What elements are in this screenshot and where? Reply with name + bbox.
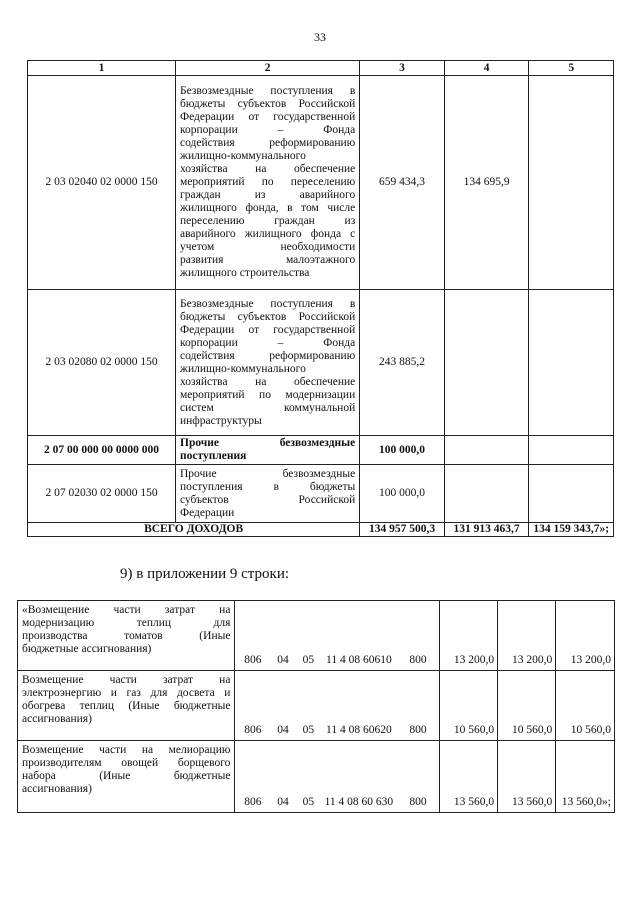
row-name-line: субъектов Российской [180,493,356,506]
row-value-v4 [444,290,529,436]
row-code-c1: 806 [235,601,270,671]
row-name-line: содействия реформированию [180,137,356,149]
row-value-v5 [529,290,614,436]
table-row [18,671,615,741]
row-name [18,741,235,813]
col-header-3: 3 [360,61,445,76]
row-name-line: набора (Иные бюджетные [22,770,231,782]
row-code-c5: 800 [397,671,440,741]
row-name-line: корпорации – Фонда [180,124,356,136]
col-header-2: 2 [176,61,360,76]
row-name-line: аварийного жилищного фонда с [180,228,356,240]
row-name [18,671,235,741]
row-value-v4 [444,465,529,523]
row-name-line: Безвозмездные поступления в [180,297,356,310]
row-amount-a2: 13 560,0 [498,741,556,813]
total-value-v4: 131 913 463,7 [444,523,529,537]
table-row [28,465,614,523]
row-code-c1: 806 [235,671,270,741]
row-name-line: жилищного строительства [180,267,310,279]
row-code-c4: 11 4 08 60 630 [321,741,397,813]
row-name-line: корпорации – Фонда [180,336,356,349]
row-name-line: Федерации [180,506,235,519]
row-code-c4: 11 4 08 60610 [321,601,397,671]
row-name-line: Федерации от государственной [180,111,356,123]
row-value-v4 [444,436,529,465]
row-code: 2 07 00 000 00 0000 000 [28,436,176,465]
row-name [176,76,360,290]
row-code-c4: 11 4 08 60620 [321,671,397,741]
row-name-line: развития малоэтажного [180,254,356,266]
row-value-v3: 100 000,0 [360,465,445,523]
row-name-line: модернизацию теплиц для [22,617,231,629]
row-name-line: Возмещение части на мелиорацию [22,744,231,756]
row-value-v3: 100 000,0 [360,436,445,465]
row-name-line: содействия реформированию [180,349,356,362]
row-name-line: производителям овощей борщевого [22,757,231,769]
table-row [28,76,614,290]
row-name-line: Федерации от государственной [180,323,356,336]
table-row [28,436,614,465]
row-value-v3: 243 885,2 [360,290,445,436]
row-name-line: мероприятий по модернизации [180,388,356,401]
row-name [18,601,235,671]
row-name-line: поступления в бюджеты [180,480,356,493]
row-name-line: производства томатов (Иные [22,630,231,642]
total-label: ВСЕГО ДОХОДОВ [28,523,360,537]
row-name-line: граждан из аварийного [180,189,356,201]
row-name [176,290,360,436]
row-amount-a3: 13 200,0 [556,601,615,671]
table-row [18,741,615,813]
row-amount-a3: 13 560,0»; [556,741,615,813]
appendix-9-table [17,600,615,813]
row-name-line: ассигнования) [22,783,92,795]
row-code: 2 03 02040 02 0000 150 [28,76,176,290]
revenue-table [27,60,614,537]
row-code: 2 07 02030 02 0000 150 [28,465,176,523]
row-name [176,465,360,523]
table-row [28,290,614,436]
row-code-c2: 04 [270,671,295,741]
row-code-c3: 05 [296,671,321,741]
row-name-line: ассигнования) [22,713,92,725]
col-header-5: 5 [529,61,614,76]
row-name-line: Возмещение части затрат на [22,674,231,686]
row-value-v3: 659 434,3 [360,76,445,290]
row-code: 2 03 02080 02 0000 150 [28,290,176,436]
row-amount-a2: 10 560,0 [498,671,556,741]
row-code-c5: 800 [397,741,440,813]
row-name-line: обогрева теплиц (Иные бюджетные [22,700,231,712]
row-name-line: бюджеты субъектов Российской [180,98,356,110]
row-name-line: жилищно-коммунального [180,362,306,375]
row-code-c2: 04 [270,601,295,671]
page-number: 33 [314,30,326,44]
row-name-line: Прочие безвозмездные [180,437,356,449]
section-heading: 9) в приложении 9 строки: [120,566,290,582]
row-name-line: инфраструктуры [180,414,262,427]
row-amount-a1: 13 560,0 [440,741,498,813]
row-name-line: «Возмещение части затрат на [22,604,231,616]
row-code-c3: 05 [296,601,321,671]
row-value-v5 [529,436,614,465]
row-name-line: мероприятий по переселению [180,176,356,188]
row-name-line: жилищно-коммунального [180,150,306,162]
row-name-line: учетом необходимости [180,241,356,253]
table-row [18,601,615,671]
row-code-c5: 800 [397,601,440,671]
row-name-line: жилищного фонда, в том числе [180,202,356,214]
col-header-1: 1 [28,61,176,76]
row-name-line: электроэнергию и газ для досвета и [22,687,231,699]
row-name-line: хозяйства на обеспечение [180,163,356,175]
row-value-v5 [529,76,614,290]
row-amount-a1: 13 200,0 [440,601,498,671]
total-value-v3: 134 957 500,3 [360,523,445,537]
row-amount-a3: 10 560,0 [556,671,615,741]
row-code-c2: 04 [270,741,295,813]
row-name [176,436,360,465]
total-row [28,523,614,537]
total-value-v5: 134 159 343,7»; [529,523,614,537]
row-name-line: переселению граждан из [180,215,356,227]
row-value-v5 [529,465,614,523]
row-amount-a1: 10 560,0 [440,671,498,741]
row-code-c3: 05 [296,741,321,813]
row-name-line: Прочие безвозмездные [180,467,356,480]
row-name-line: хозяйства на обеспечение [180,375,356,388]
row-name-line: систем коммунальной [180,401,356,414]
row-name-line: Безвозмездные поступления в [180,85,356,97]
row-name-line: бюджеты субъектов Российской [180,310,356,323]
row-value-v4: 134 695,9 [444,76,529,290]
row-code-c1: 806 [235,741,270,813]
header-row [28,61,614,76]
row-amount-a2: 13 200,0 [498,601,556,671]
row-name-line: поступления [180,450,247,462]
row-name-line: бюджетные ассигнования) [22,643,152,655]
col-header-4: 4 [444,61,529,76]
